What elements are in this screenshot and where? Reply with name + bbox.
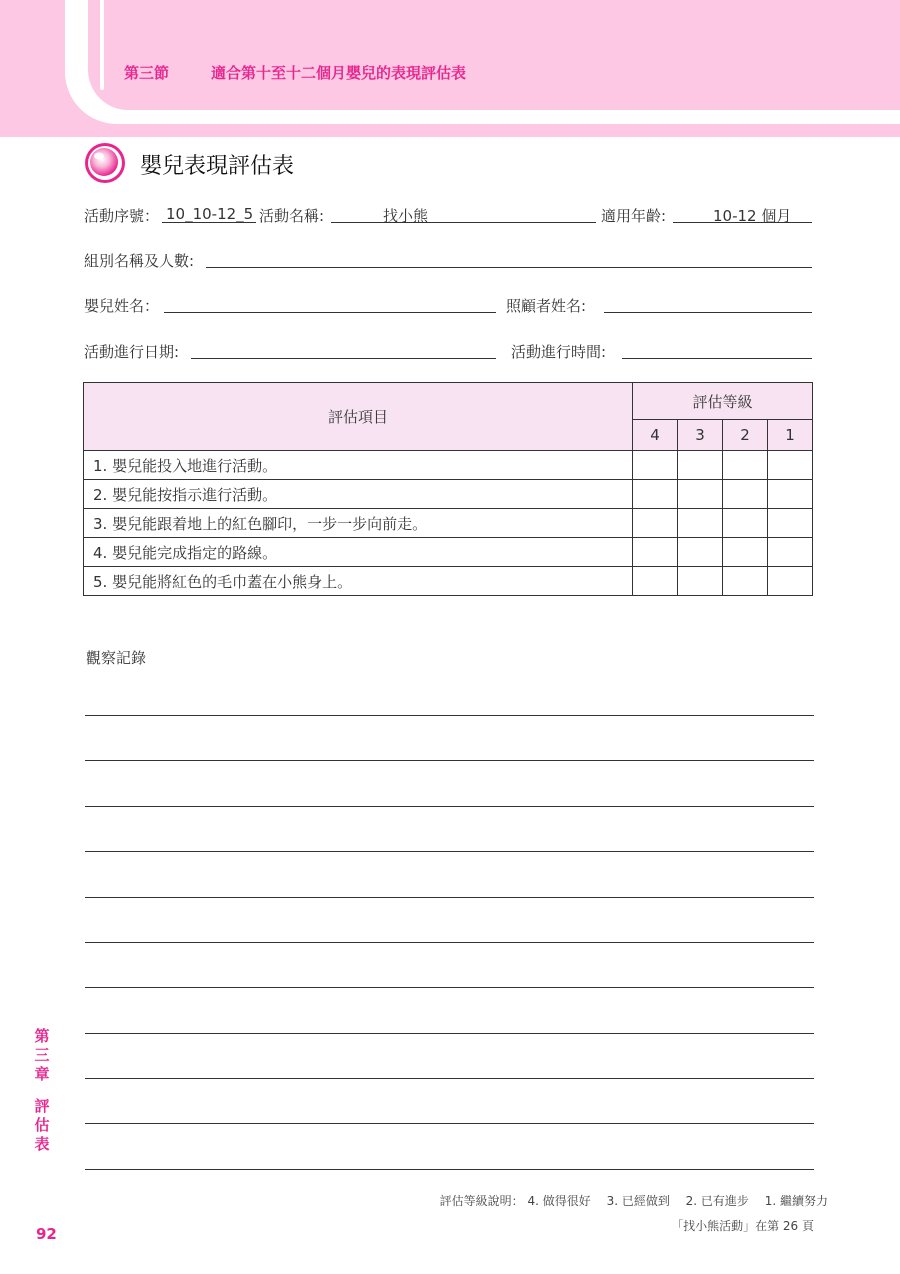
activity-no-label: 活動序號：: [84, 207, 160, 225]
table-row: [84, 480, 813, 509]
table-row: [84, 451, 813, 480]
activity-no-value: 10_10-12_5: [166, 205, 254, 223]
grade-cell[interactable]: [678, 538, 723, 567]
grade-cell[interactable]: [633, 480, 678, 509]
grade-cell[interactable]: [723, 480, 768, 509]
observation-line: [85, 987, 814, 988]
grade-cell[interactable]: [723, 509, 768, 538]
baby-name-line: [164, 312, 496, 313]
grade-cell[interactable]: [633, 567, 678, 596]
item-cell: 4. 嬰兒能完成指定的路線。: [84, 538, 633, 567]
table-row: [84, 567, 813, 596]
grade-cell[interactable]: [678, 480, 723, 509]
observation-line: [85, 1033, 814, 1034]
table-row: [84, 509, 813, 538]
grade-cell[interactable]: [723, 451, 768, 480]
page-reference: 「找小熊活動」在第 26 頁: [671, 1219, 814, 1233]
item-cell: 2. 嬰兒能按指示進行活動。: [84, 480, 633, 509]
item-cell: 1. 嬰兒能投入地進行活動。: [84, 451, 633, 480]
grade-cell[interactable]: [678, 567, 723, 596]
table-row: [84, 538, 813, 567]
baby-name-label: 嬰兒姓名：: [84, 297, 160, 315]
activity-name-value: 找小熊: [383, 207, 429, 225]
observation-line: [85, 1078, 814, 1079]
observation-line: [85, 897, 814, 898]
observation-line: [85, 942, 814, 943]
grade-cell[interactable]: [633, 538, 678, 567]
section-title: 適合第十至十二個月嬰兒的表現評估表: [211, 64, 467, 82]
carer-name-line: [604, 312, 812, 313]
form-title: 嬰兒表現評估表: [140, 154, 295, 179]
time-line: [622, 358, 812, 359]
page-number: 92: [36, 1225, 57, 1243]
grade-cell[interactable]: [678, 509, 723, 538]
group-line: [206, 267, 812, 268]
observation-line: [85, 715, 814, 716]
grade-cell[interactable]: [768, 538, 813, 567]
chapter-name-side-label: 評 估 表: [34, 1097, 50, 1153]
grade-cell[interactable]: [723, 567, 768, 596]
grade-column-header: 評估等級: [633, 383, 813, 420]
header-divider: [100, 0, 104, 90]
age-value: 10-12 個月: [713, 207, 792, 225]
grade-1-header: 1: [768, 420, 813, 451]
grade-3-header: 3: [678, 420, 723, 451]
observation-line: [85, 1169, 814, 1170]
time-label: 活動進行時間:: [511, 343, 607, 361]
observation-line: [85, 806, 814, 807]
grade-cell[interactable]: [768, 480, 813, 509]
chapter-side-label: 第 三 章: [34, 1027, 50, 1083]
observation-label: 觀察記錄: [86, 649, 147, 667]
item-column-header: 評估項目: [84, 383, 633, 451]
grade-cell[interactable]: [678, 451, 723, 480]
grade-cell[interactable]: [768, 509, 813, 538]
section-label: 第三節: [124, 64, 170, 82]
grade-4-header: 4: [633, 420, 678, 451]
grade-2-header: 2: [723, 420, 768, 451]
date-label: 活動進行日期:: [84, 343, 180, 361]
grade-cell[interactable]: [633, 509, 678, 538]
observation-line: [85, 1123, 814, 1124]
grade-cell[interactable]: [768, 451, 813, 480]
grade-legend: 評估等級說明： 4. 做得很好 3. 已經做到 2. 已有進步 1. 繼續努力: [439, 1194, 828, 1208]
carer-name-label: 照顧者姓名:: [506, 297, 587, 315]
grade-cell[interactable]: [768, 567, 813, 596]
item-cell: 5. 嬰兒能將紅色的毛巾蓋在小熊身上。: [84, 567, 633, 596]
header-panel: [88, 0, 900, 110]
activity-name-label: 活動名稱:: [259, 207, 325, 225]
grade-cell[interactable]: [723, 538, 768, 567]
observation-line: [85, 851, 814, 852]
observation-line: [85, 760, 814, 761]
item-cell: 3. 嬰兒能跟着地上的紅色腳印，一步一步向前走。: [84, 509, 633, 538]
pearl-bullet-icon: [84, 142, 126, 184]
date-line: [191, 358, 496, 359]
group-label: 組別名稱及人數:: [84, 252, 195, 270]
grade-cell[interactable]: [633, 451, 678, 480]
evaluation-table: [83, 382, 813, 596]
activity-name-line: [331, 222, 596, 223]
age-label: 適用年齡:: [601, 207, 667, 225]
